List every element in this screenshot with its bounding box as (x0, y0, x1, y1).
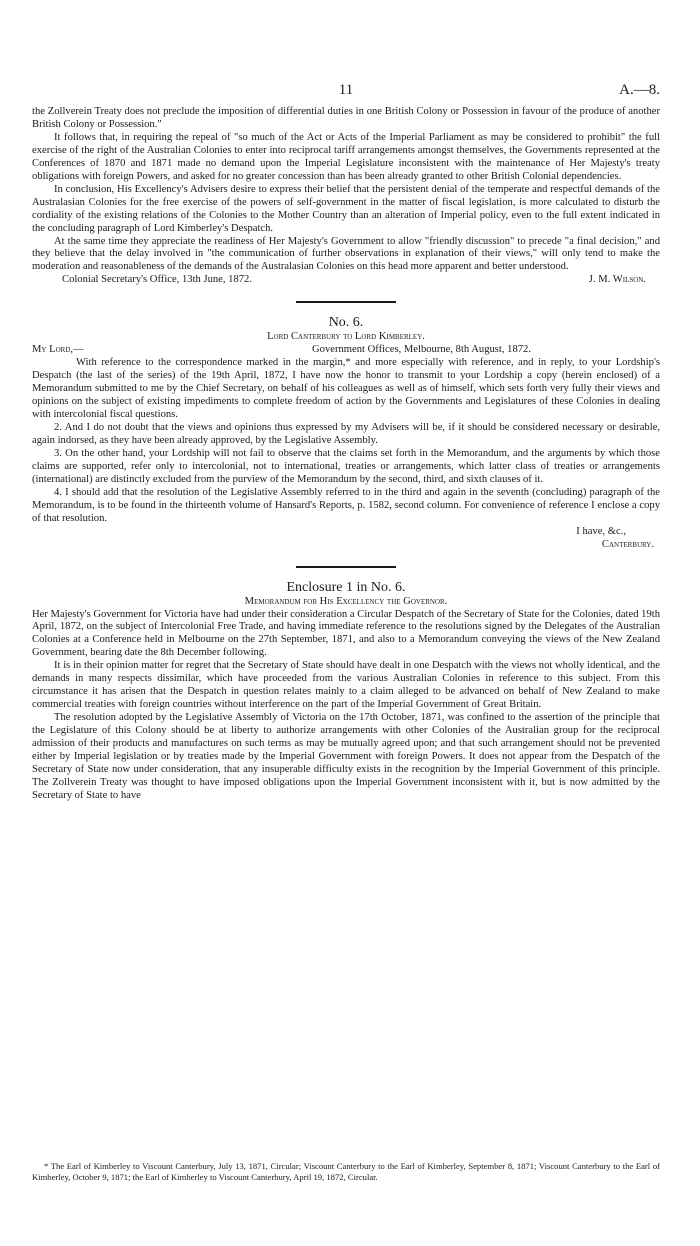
enclosure-heading: Enclosure 1 in No. 6. (286, 579, 406, 595)
signature-place-date: Colonial Secretary's Office, 13th June, 1872. (62, 274, 253, 286)
section-divider-2 (296, 566, 396, 568)
intro-paragraph-2: It follows that, in requiring the repeal of "so much of the Act or Acts of the Imperial Parliament as may be considered to prohibit" the full exercise of the right of the Australian Colonies to enter into reciprocal tariff arrangements amongst themselves, the Governments represented at the Conferences of 1870 and 1871 made no demand upon the Imperial Legislature inconsistent with the maintenance of Her Majesty's treaty obligations with foreign Powers, and asked for no greater concession than has been already granted to other British Colonial dependencies. (32, 131, 660, 182)
intro-paragraph-4: At the same time they appreciate the readiness of Her Majesty's Government to allow "friendly discussion" to precede "a final decision," and they believe that the delay involved in "the communication of further observations in explanation of their views," will only tend to make the moderation and reasonableness of the demands of the Australasian Colonies on this head more apparent and better understood. (32, 235, 660, 273)
document-reference: A.—8. (619, 82, 660, 98)
intro-paragraph-1: the Zollverein Treaty does not preclude the imposition of differential duties in one British Colony or Possession in favour of the produce of another British Colony or Possession." (32, 106, 660, 130)
despatch-paragraph-4: 4. I should add that the resolution of the Legislative Assembly referred to in the third and again in the seventh (concluding) paragraph of the Memorandum, is to be found in the thirteenth volume of Hansard's Reports, p. 1582, second column. For convenience of reference I enclose a copy of that resolution. (32, 486, 660, 524)
despatch-from-to: Lord Canterbury to Lord Kimberley. (267, 331, 425, 343)
memorandum-paragraph-3: The resolution adopted by the Legislative Assembly of Victoria on the 17th October, 1871, was confined to the assertion of the principle that the Legislature of this Colony should be at liberty to authorize arrangements with other Colonies of the Australian group for the reciprocal admission of their products and manufactures on such terms as may be mutually agreed upon; and that such arrangement should not be prevented either by Imperial legislation or by treaties made by the Imperial Government with foreign Powers. It does not appear from the Despatch of the Secretary of State now under consideration, that any insuperable difficulty exists in the recognition by the Imperial Government of this principle. The Zollverein Treaty was thought to have imposed obligations upon the Imperial Government inconsistent with it, but is now admitted by the Secretary of State to have (32, 712, 660, 801)
despatch-paragraph-3: 3. On the other hand, your Lordship will not fail to observe that the claims set forth in the Memorandum, and the arguments by which those claims are supported, refer only to intercolonial, not to international, treaties or arrangements, which latter class of treaties or arrangements (international) are distinctly excluded from the purview of the Memorandum by the second, third, and sixth clauses of it. (32, 447, 660, 485)
footnote: * The Earl of Kimberley to Viscount Canterbury, July 13, 1871, Circular; Viscount Canterbury to the Earl of Kimberley, September 8, 1871; Viscount Canterbury to the Earl of Kimberley, October 9, 1871; the Earl of Kimberley to Viscount Canterbury, April 19, 1872, Circular. (32, 1161, 660, 1182)
salutation: My Lord,— (32, 344, 84, 356)
intro-signature-row (32, 274, 660, 287)
despatch-address-row (32, 344, 660, 357)
page-header (32, 82, 660, 104)
despatch-signature: Canterbury. (601, 538, 654, 550)
signature-name: J. M. Wilson. (588, 274, 646, 286)
intro-paragraph-3: In conclusion, His Excellency's Advisers desire to express their belief that the persistent denial of the temperate and respectful demands of the Australasian Colonies for the free exercise of the powers of self-government in the matter of fiscal legislation, is more calculated to disturb the cordiality of the existing relations of the Colonies to the Mother Country than an alteration of Imperial policy, even to the full extent indicated in the concluding paragraph of Lord Kimberley's Despatch. (32, 183, 660, 234)
page-number: 11 (338, 82, 354, 98)
section-divider (296, 301, 396, 303)
memorandum-title: Memorandum for His Excellency the Governor. (244, 595, 448, 607)
despatch-paragraph-2: 2. And I do not doubt that the views and opinions thus expressed by my Advisers will be, if it should be considered necessary or desirable, again indorsed, as they have been already approved, by the Legislative Assembly. (32, 422, 660, 446)
despatch-heading: No. 6. (328, 315, 364, 331)
page-body (32, 106, 660, 803)
memorandum-paragraph-1: Her Majesty's Government for Victoria have had under their consideration a Circular Despatch of the Secretary of State for the Colonies, dated 19th April, 1872, on the subject of Intercolonial Free Trade, and having immediate reference to the resolutions signed by the Delegates of the Australian Colonies at a Conference held in Melbourne on the 27th September, 1871, and also to a Memorandum conveying the views of the New Zealand Government, bearing date the 8th December following. (32, 608, 660, 659)
memorandum-paragraph-2: It is in their opinion matter for regret that the Secretary of State should have dealt in one Despatch with the views not wholly identical, and the demands in many respects dissimilar, which have proceeded from the various Australian Colonies in reference to this subject. From this circumstance it has arisen that the Despatch in question relates mainly to a claim alleged to be advanced on behalf of New Zealand to make commercial treaties with foreign countries without interference on the part of the Imperial Government of Great Britain. (32, 660, 660, 711)
despatch-closing: I have, &c., (576, 525, 626, 537)
despatch-address: Government Offices, Melbourne, 8th August, 1872. (312, 344, 532, 356)
despatch-paragraph-1: With reference to the correspondence marked in the margin,* and more especially with reference, and in reply, to your Lordship's Despatch (the last of the series) of the 19th April, 1872, I have now the honor to transmit to your Lordship a copy (herein enclosed) of a Memorandum submitted to me by the Chief Secretary, on behalf of his colleagues as well as of himself, which sets forth very fully their views and opinions on the subject of existing impediments to complete freedom of action by the Governments and Legislatures of these Colonies in dealing with intercolonial fiscal questions. (32, 357, 660, 421)
